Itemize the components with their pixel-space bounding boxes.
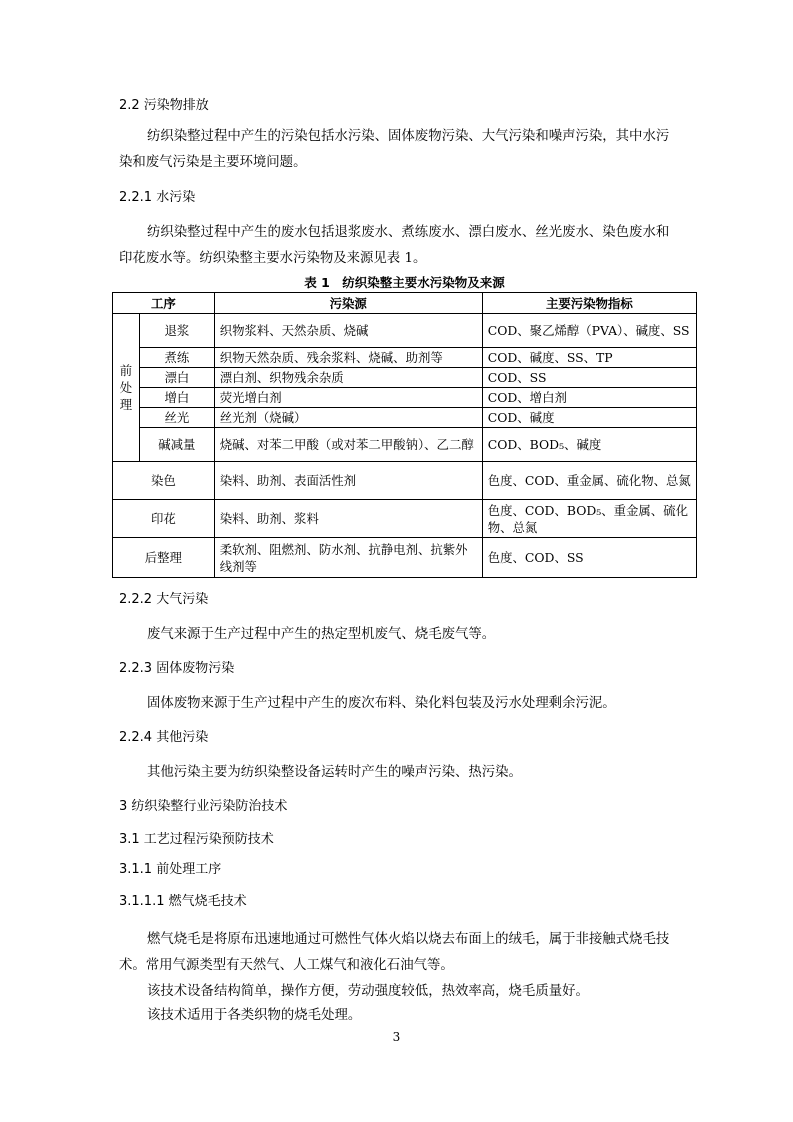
paragraph-2-2 [119,124,675,176]
source-cell: 漂白剂、织物残余杂质 [214,368,482,388]
header-source: 污染源 [214,293,482,314]
table-row [113,538,697,578]
heading-3-1-1-1: 3.1.1.1 燃气烧毛技术 [119,894,247,909]
process-cell: 染色 [113,462,215,500]
table-row [113,462,697,500]
paragraph-3-1-1-1-line2: 该技术设备结构简单，操作方便，劳动强度较低，热效率高，烧毛质量好。 [147,984,589,999]
group-label-char: 前 [119,363,133,378]
heading-3-1-1: 3.1.1 前处理工序 [119,862,222,877]
process-cell: 后整理 [113,538,215,578]
pollutants-cell: COD、碱度 [482,408,696,428]
source-cell: 柔软剂、阻燃剂、防水剂、抗静电剂、抗紫外线剂等 [214,538,482,578]
source-cell: 织物天然杂质、残余浆料、烧碱、助剂等 [214,348,482,368]
heading-3: 3 纺织染整行业污染防治技术 [119,799,288,814]
pollutants-cell: COD、聚乙烯醇（PVA）、碱度、SS [482,314,696,348]
paragraph-2-2-text: 纺织染整过程中产生的污染包括水污染、固体废物污染、大气污染和噪声污染，其中水污染和废气污染是主要环境问题。 [119,129,670,170]
process-cell: 漂白 [140,368,215,388]
heading-2-2-4: 2.2.4 其他污染 [119,730,209,745]
pollutants-cell: COD、增白剂 [482,388,696,408]
process-cell: 退浆 [140,314,215,348]
pollutants-cell: COD、SS [482,368,696,388]
heading-2-2-2: 2.2.2 大气污染 [119,592,209,607]
source-cell: 织物浆料、天然杂质、烧碱 [214,314,482,348]
table-row [113,428,697,462]
pollutants-cell: 色度、COD、SS [482,538,696,578]
header-pollutants: 主要污染物指标 [482,293,696,314]
pollutant-table [112,292,697,578]
pollutants-cell: COD、BOD₅、碱度 [482,428,696,462]
source-cell: 烧碱、对苯二甲酸（或对苯二甲酸钠）、乙二醇 [214,428,482,462]
source-cell: 丝光剂（烧碱） [214,408,482,428]
table-row [113,408,697,428]
paragraph-2-2-4: 其他污染主要为纺织染整设备运转时产生的噪声污染、热污染。 [147,765,522,780]
table-header-row [113,293,697,314]
paragraph-2-2-3: 固体废物来源于生产过程中产生的废次布料、染化料包装及污水处理剩余污泥。 [147,696,616,711]
header-process: 工序 [113,293,215,314]
process-cell: 增白 [140,388,215,408]
paragraph-2-2-1-text: 纺织染整过程中产生的废水包括退浆废水、煮练废水、漂白废水、丝光废水、染色废水和印花废水等。纺织染整主要水污染物及来源见表 1。 [119,225,670,266]
process-cell: 印花 [113,500,215,538]
table-caption: 表 1 纺织染整主要水污染物及来源 [304,275,505,290]
group-label-pretreatment [113,314,140,462]
process-cell: 碱减量 [140,428,215,462]
paragraph-2-2-2: 废气来源于生产过程中产生的热定型机废气、烧毛废气等。 [147,627,496,642]
pollutants-cell: 色度、COD、重金属、硫化物、总氮 [482,462,696,500]
group-label-char: 理 [119,397,133,412]
page-number: 3 [392,1030,401,1044]
table-row [113,368,697,388]
table-row [113,348,697,368]
process-cell: 丝光 [140,408,215,428]
table-row [113,388,697,408]
paragraph-3-1-1-1 [119,927,675,979]
heading-2-2: 2.2 污染物排放 [119,98,209,113]
table-row [113,500,697,538]
table-row [113,314,697,348]
process-cell: 煮练 [140,348,215,368]
source-cell: 染料、助剂、表面活性剂 [214,462,482,500]
heading-3-1: 3.1 工艺过程污染预防技术 [119,832,274,847]
heading-2-2-3: 2.2.3 固体废物污染 [119,661,235,676]
paragraph-3-1-1-1-line3: 该技术适用于各类织物的烧毛处理。 [147,1008,362,1023]
heading-2-2-1: 2.2.1 水污染 [119,190,196,205]
source-cell: 荧光增白剂 [214,388,482,408]
source-cell: 染料、助剂、浆料 [214,500,482,538]
pollutants-cell: 色度、COD、BOD₅、重金属、硫化物、总氮 [482,500,696,538]
paragraph-3-1-1-1-text: 燃气烧毛是将原布迅速地通过可燃性气体火焰以烧去布面上的绒毛，属于非接触式烧毛技术。常用气源类型有天然气、人工煤气和液化石油气等。 [119,932,670,973]
paragraph-2-2-1 [119,220,675,272]
group-label-char: 处 [119,380,133,395]
pollutants-cell: COD、碱度、SS、TP [482,348,696,368]
